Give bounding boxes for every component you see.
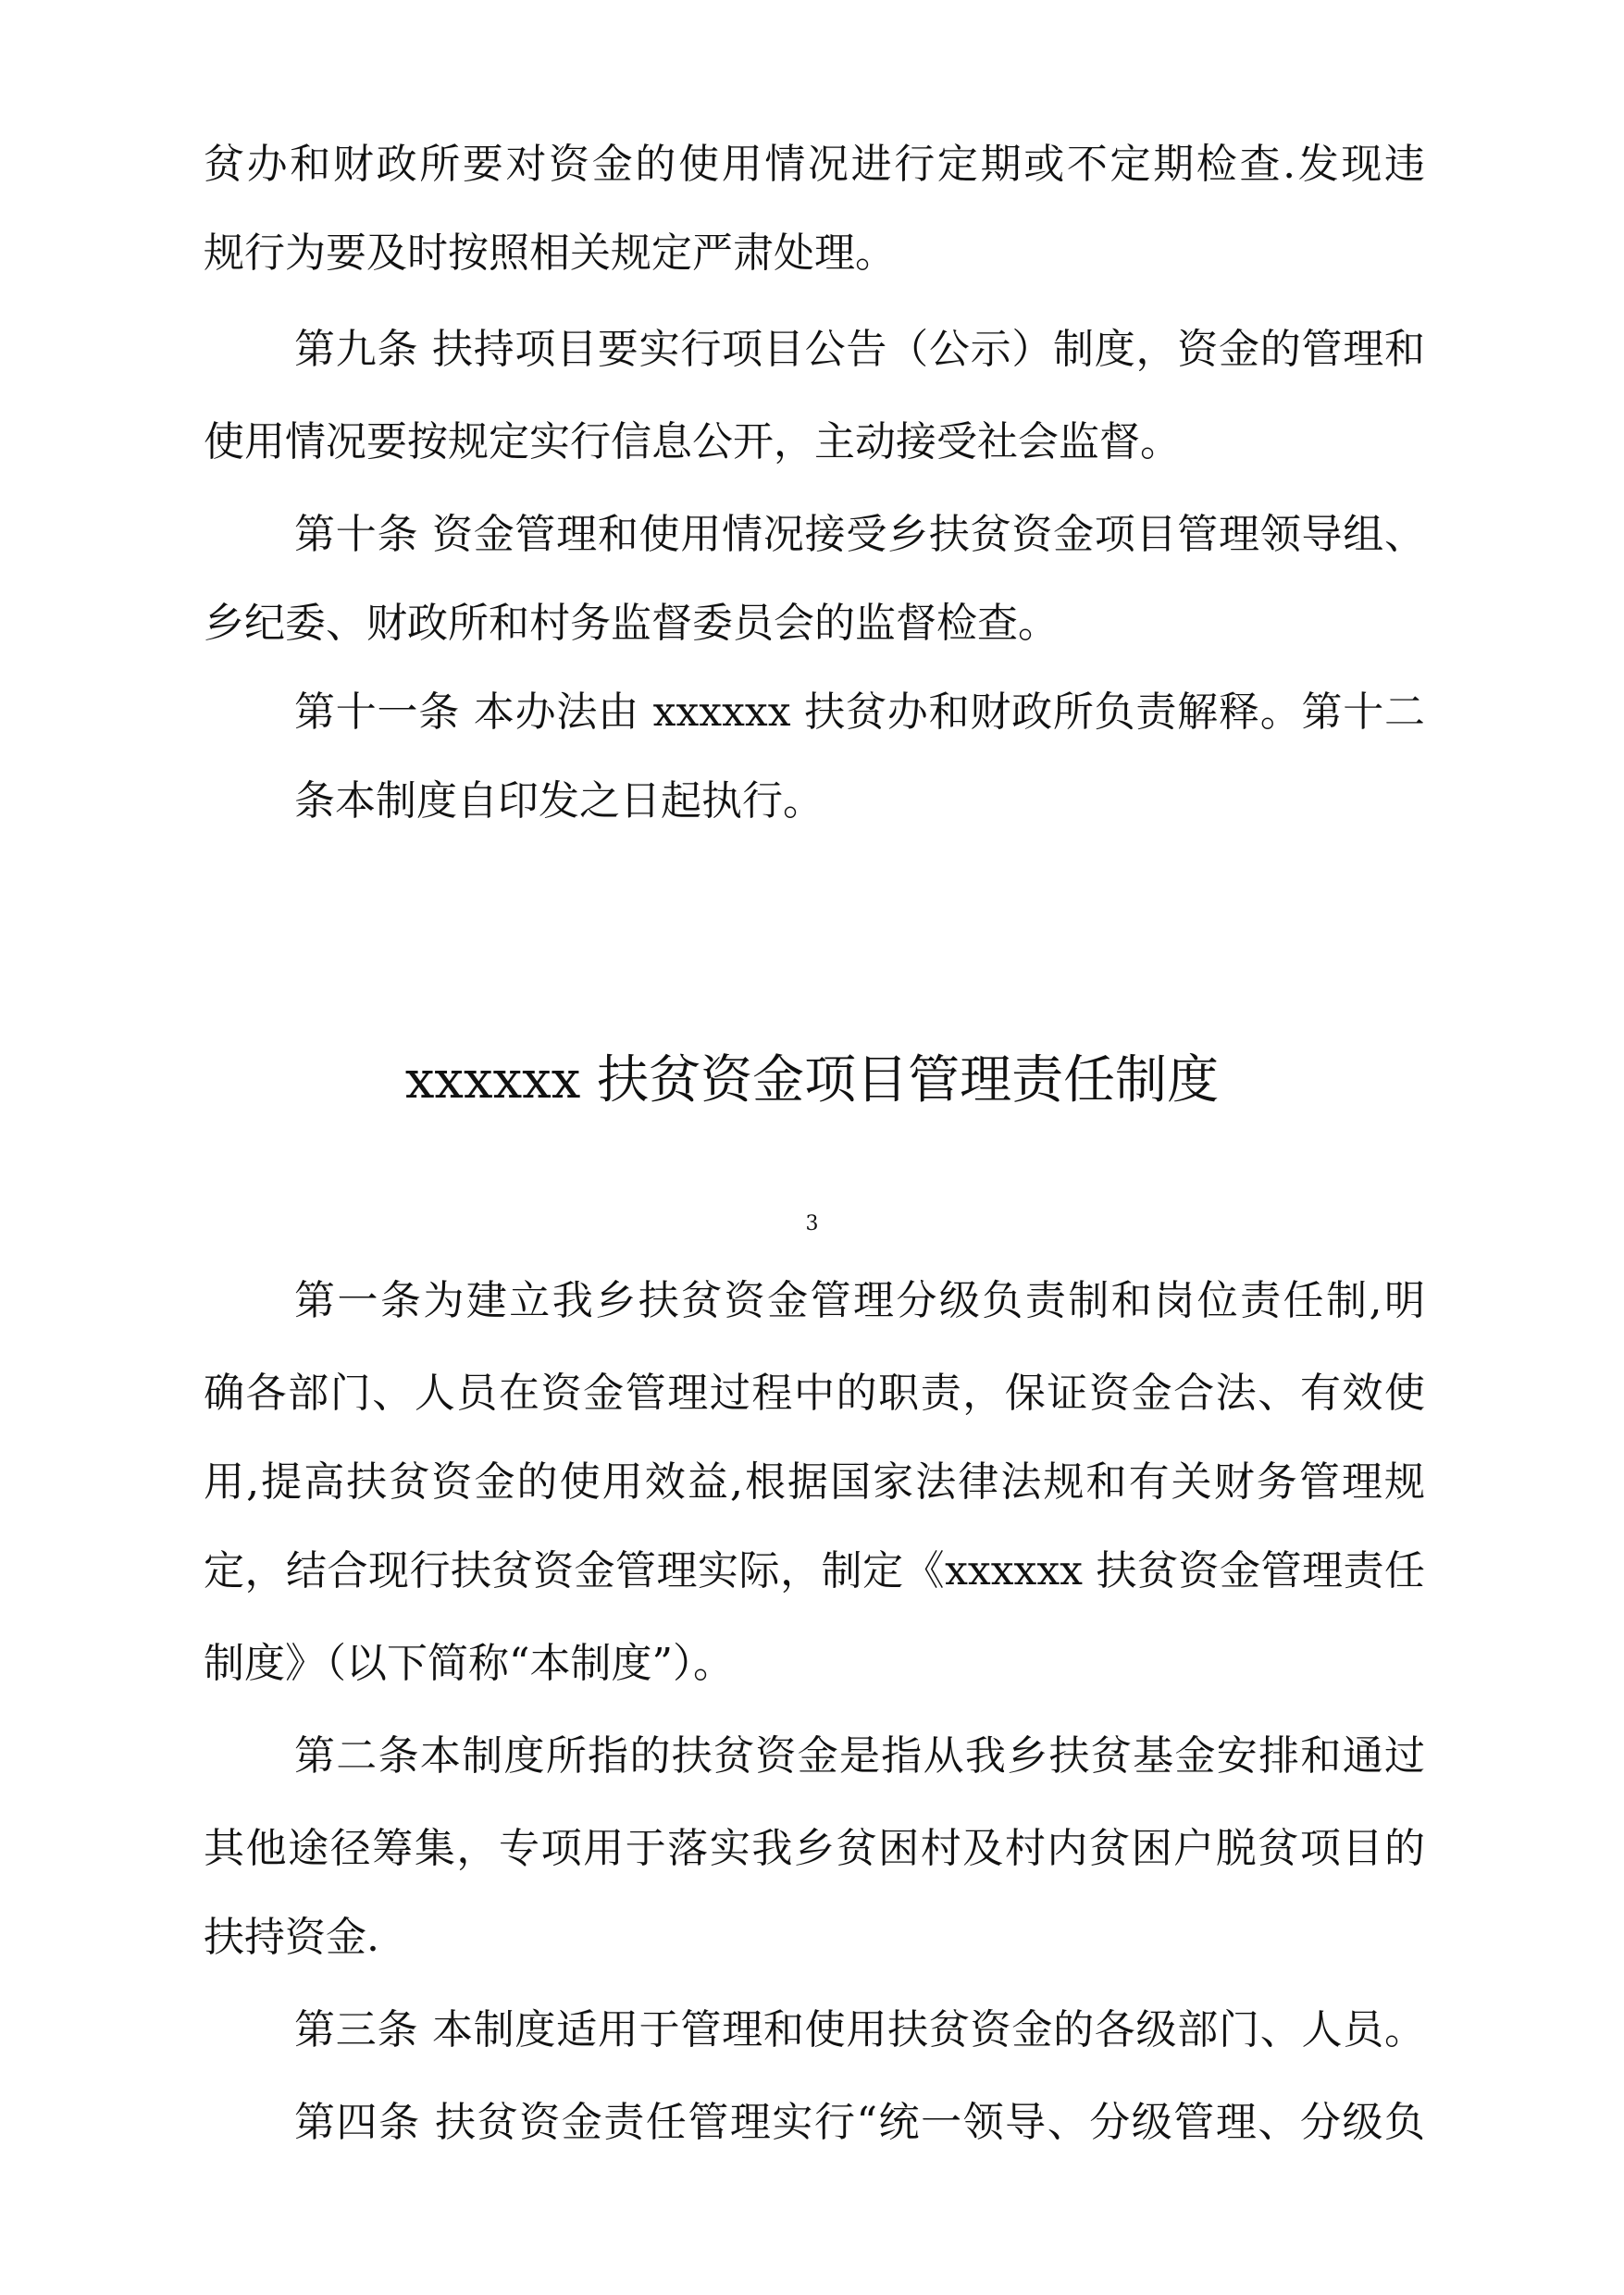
article-4-line: 第四条 扶贫资金责任管理实行“统一领导、分级管理、分级负 [294,2099,1425,2146]
article-1-line: 定，结合现行扶贫资金管理实际，制定《xxxxxx 扶贫资金管理责任 [204,1547,1425,1594]
article-9-line: 第九条 扶持项目要实行项目公告（公示）制度，资金的管理和 [294,326,1425,373]
article-3-line: 第三条 本制度适用于管理和使用扶贫资金的各级部门、人员。 [294,2006,1425,2053]
article-10-line: 乡纪委、财政所和村务监督委员会的监督检查。 [204,600,1059,647]
article-1-line: 制度》（以下简称“本制度”）。 [204,1640,734,1687]
article-2-line: 扶持资金. [204,1914,379,1961]
article-2-line: 其他途径筹集，专项用于落实我乡贫困村及村内贫困户脱贫项目的 [204,1825,1425,1872]
article-9-line: 使用情况要按规定实行信息公开，主动接受社会监督。 [204,418,1181,465]
paragraph-line: 贫办和财政所要对资金的使用情况进行定期或不定期检查.发现违 [204,141,1425,188]
article-11-line: 条本制度自印发之日起执行。 [294,777,824,825]
paragraph-line: 规行为要及时按照相关规定严肃处理。 [204,230,896,277]
article-2-line: 第二条本制度所指的扶贫资金是指从我乡扶贫基金安排和通过 [294,1732,1425,1780]
article-10-line: 第十条 资金管理和使用情况接受乡扶贫资金项目管理领导组、 [294,511,1425,558]
page-number: 3 [805,1212,819,1235]
article-1-line: 用,提高扶贫资金的使用效益,根据国家法律法规和有关财务管理规 [204,1458,1425,1506]
document-title: xxxxxx 扶贫资金项目管理责任制度 [404,1050,1220,1110]
article-1-line: 确各部门、人员在资金管理过程中的职责，保证资金合法、有效使 [204,1370,1425,1417]
article-11-line: 第十一条 本办法由 xxxxxx 扶贫办和财政所负责解释。第十二 [294,688,1425,736]
article-1-line: 第一条为建立我乡扶贫资金管理分级负责制和岗位责任制,明 [294,1277,1425,1324]
